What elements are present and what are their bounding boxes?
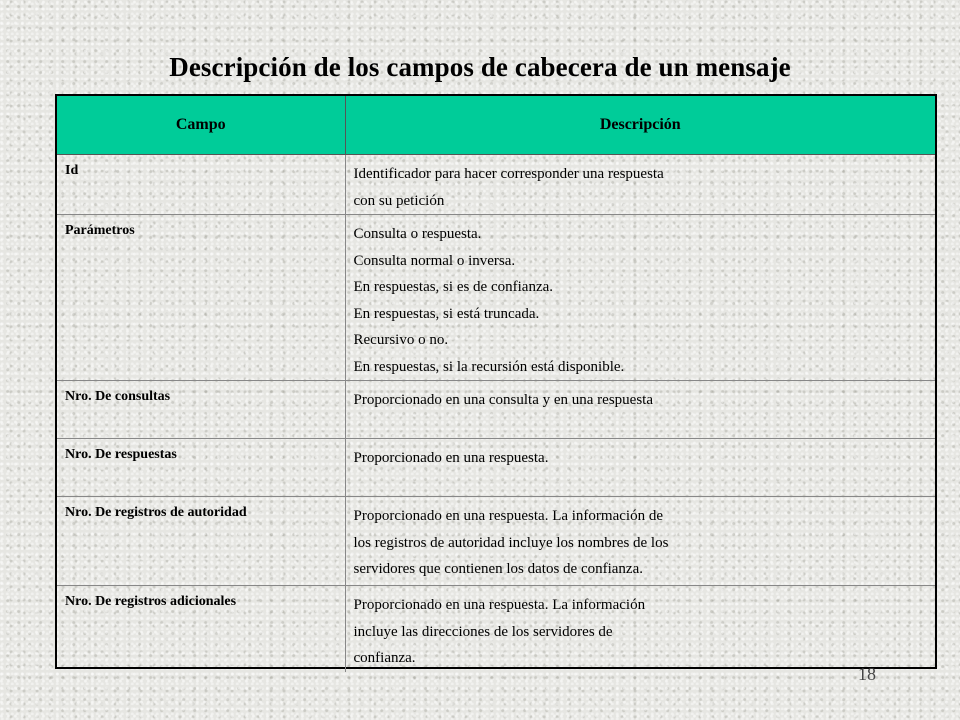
- slide-title: Descripción de los campos de cabecera de un mensaje: [169, 52, 791, 82]
- field-description: [346, 155, 936, 214]
- table-row: [57, 497, 935, 586]
- description-line: Recursivo o no.: [353, 332, 449, 348]
- table-row: [57, 381, 935, 439]
- field-name: Nro. De consultas: [65, 389, 171, 404]
- description-line: Consulta o respuesta.: [353, 226, 482, 242]
- description-line: Proporcionado en una respuesta. La información de: [353, 508, 663, 524]
- field-description: [346, 381, 936, 414]
- table-row: [57, 439, 935, 497]
- field-description: [346, 439, 936, 472]
- description-line: Proporcionado en una consulta y en una respuesta: [353, 392, 653, 408]
- description-line: confianza.: [353, 650, 416, 666]
- description-line: Proporcionado en una respuesta.: [353, 450, 549, 466]
- column-header-description: Descripción: [345, 96, 935, 155]
- description-line: Consulta normal o inversa.: [353, 252, 516, 269]
- description-line: En respuestas, si está truncada.: [353, 305, 540, 322]
- field-description: [346, 497, 936, 583]
- description-line: En respuestas, si la recursión está disponible.: [353, 358, 625, 375]
- field-name: Nro. De respuestas: [65, 447, 177, 462]
- header-fields-table: [55, 94, 937, 669]
- table-row: [57, 215, 935, 381]
- field-name: Id: [65, 163, 79, 178]
- description-line: servidores que contienen los datos de confianza.: [353, 561, 643, 577]
- field-name: Nro. De registros adicionales: [65, 594, 237, 609]
- field-name: Nro. De registros de autoridad: [65, 505, 247, 520]
- description-line: los registros de autoridad incluye los nombres de los: [353, 534, 669, 551]
- description-line: con su petición: [353, 192, 445, 209]
- field-name: Parámetros: [65, 223, 135, 238]
- description-line: incluye las direcciones de los servidores de: [353, 623, 613, 640]
- field-description: [346, 215, 936, 380]
- page-number: 18: [858, 664, 876, 684]
- description-line: En respuestas, si es de confianza.: [353, 279, 554, 295]
- column-header-field: Campo: [57, 96, 345, 155]
- description-line: Proporcionado en una respuesta. La información: [353, 597, 646, 613]
- table-row: [57, 586, 935, 672]
- field-description: [346, 586, 936, 672]
- description-line: Identificador para hacer corresponder una respuesta: [353, 166, 664, 182]
- table-row: [57, 155, 935, 215]
- table-header-row: [57, 96, 935, 155]
